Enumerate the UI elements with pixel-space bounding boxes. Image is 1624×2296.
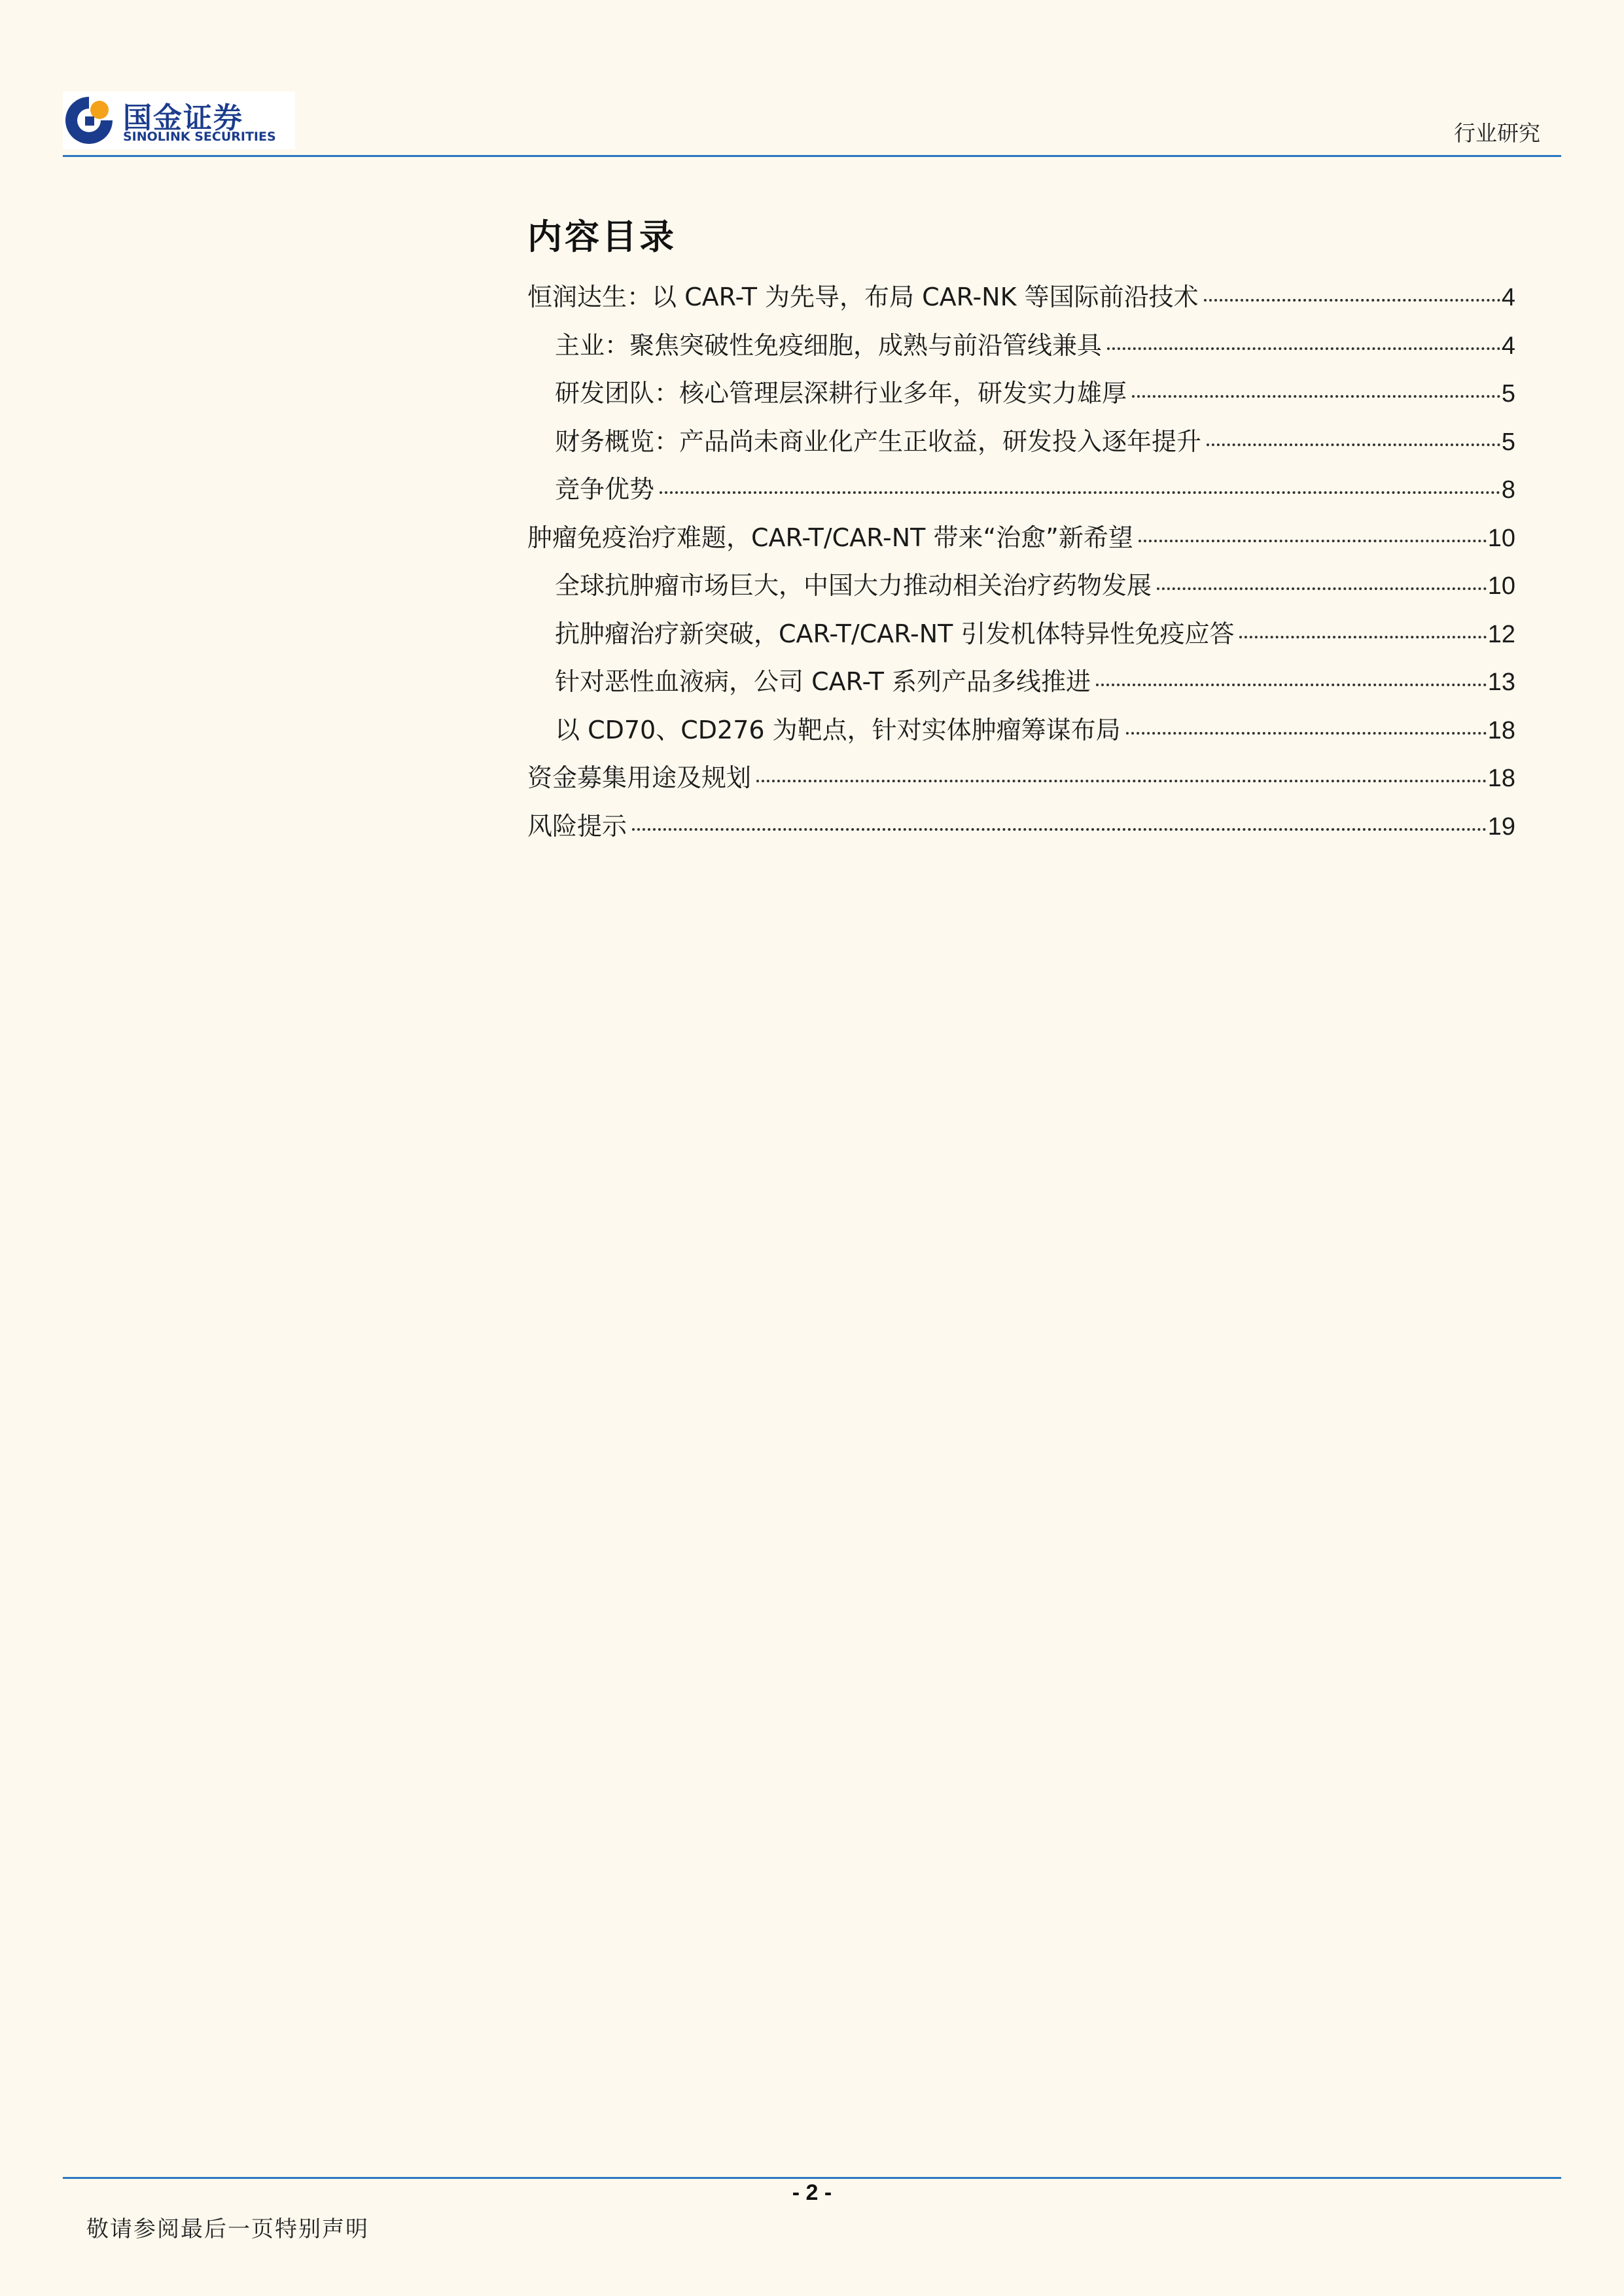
toc-entry[interactable] (527, 322, 1515, 370)
toc-dot-leader (1204, 299, 1500, 302)
toc-entry-label: 财务概览：产品尚未商业化产生正收益，研发投入逐年提升 (555, 426, 1202, 456)
toc-entry-page: 10 (1487, 524, 1515, 552)
toc-entry[interactable] (527, 754, 1515, 803)
company-logo (63, 92, 295, 149)
toc-entry[interactable] (527, 803, 1515, 851)
toc-entry-label: 恒润达生：以 CAR-T 为先导，布局 CAR-NK 等国际前沿技术 (527, 283, 1199, 311)
toc-entry-label: 肿瘤免疫治疗难题，CAR-T/CAR-NT 带来“治愈”新希望 (527, 523, 1133, 552)
toc-dot-leader (660, 491, 1500, 494)
toc-entry-page: 5 (1501, 428, 1515, 456)
report-category: 行业研究 (1454, 120, 1540, 146)
toc-entry-page: 5 (1501, 380, 1515, 408)
toc-entry-label: 资金募集用途及规划 (527, 763, 752, 792)
toc-entry-page: 18 (1487, 716, 1515, 744)
toc-dot-leader (1207, 444, 1500, 446)
toc-entry[interactable] (527, 562, 1515, 610)
toc-entry-page: 10 (1487, 572, 1515, 600)
toc-entry-page: 19 (1487, 812, 1515, 841)
toc-entry-label: 主业：聚焦突破性免疫细胞，成熟与前沿管线兼具 (555, 330, 1103, 360)
toc-dot-leader (1157, 587, 1487, 590)
toc-dot-leader (1132, 395, 1500, 398)
toc-entry-page: 4 (1501, 332, 1515, 360)
toc-entry[interactable] (527, 273, 1515, 322)
toc-entry-page: 13 (1487, 669, 1515, 696)
toc-dot-leader (756, 780, 1487, 782)
header-divider (63, 155, 1561, 157)
toc-entry-page: 18 (1487, 765, 1515, 792)
toc-entry[interactable] (527, 658, 1515, 706)
toc-entry[interactable] (527, 514, 1515, 563)
toc-entry[interactable] (527, 706, 1515, 755)
sinolink-logo-icon (63, 94, 115, 147)
toc-entry-page: 8 (1501, 476, 1515, 504)
toc-entry-page: 4 (1501, 284, 1515, 311)
toc-entry-label: 以 CD70、CD276 为靶点，针对实体肿瘤筹谋布局 (555, 715, 1121, 744)
toc-entry-page: 12 (1487, 620, 1515, 648)
disclaimer-note: 敬请参阅最后一页特别声明 (86, 2216, 369, 2242)
table-of-contents (527, 209, 1515, 850)
logo-chinese-name: 国金证券 (123, 101, 243, 135)
toc-entry[interactable] (527, 466, 1515, 514)
toc-entry-label: 抗肿瘤治疗新突破，CAR-T/CAR-NT 引发机体特异性免疫应答 (555, 619, 1235, 648)
toc-dot-leader (1239, 636, 1486, 638)
toc-title: 内容目录 (527, 217, 677, 257)
toc-dot-leader (1126, 732, 1487, 735)
toc-entry-label: 全球抗肿瘤市场巨大，中国大力推动相关治疗药物发展 (555, 571, 1152, 600)
toc-entry-label: 风险提示 (527, 811, 627, 841)
toc-dot-leader (1139, 540, 1487, 542)
toc-entry[interactable] (527, 370, 1515, 418)
toc-list (527, 273, 1515, 850)
toc-entry-label: 针对恶性血液病，公司 CAR-T 系列产品多线推进 (555, 667, 1091, 696)
page-number: - 2 - (792, 2180, 832, 2205)
toc-dot-leader (632, 828, 1487, 831)
logo-english-name: SINOLINK SECURITIES (123, 130, 276, 144)
footer-divider (63, 2177, 1561, 2179)
toc-entry[interactable] (527, 610, 1515, 659)
toc-entry-label: 竞争优势 (555, 475, 655, 504)
toc-entry[interactable] (527, 418, 1515, 466)
toc-dot-leader (1096, 684, 1487, 686)
toc-entry-label: 研发团队：核心管理层深耕行业多年，研发实力雄厚 (555, 379, 1127, 408)
toc-dot-leader (1107, 347, 1500, 350)
